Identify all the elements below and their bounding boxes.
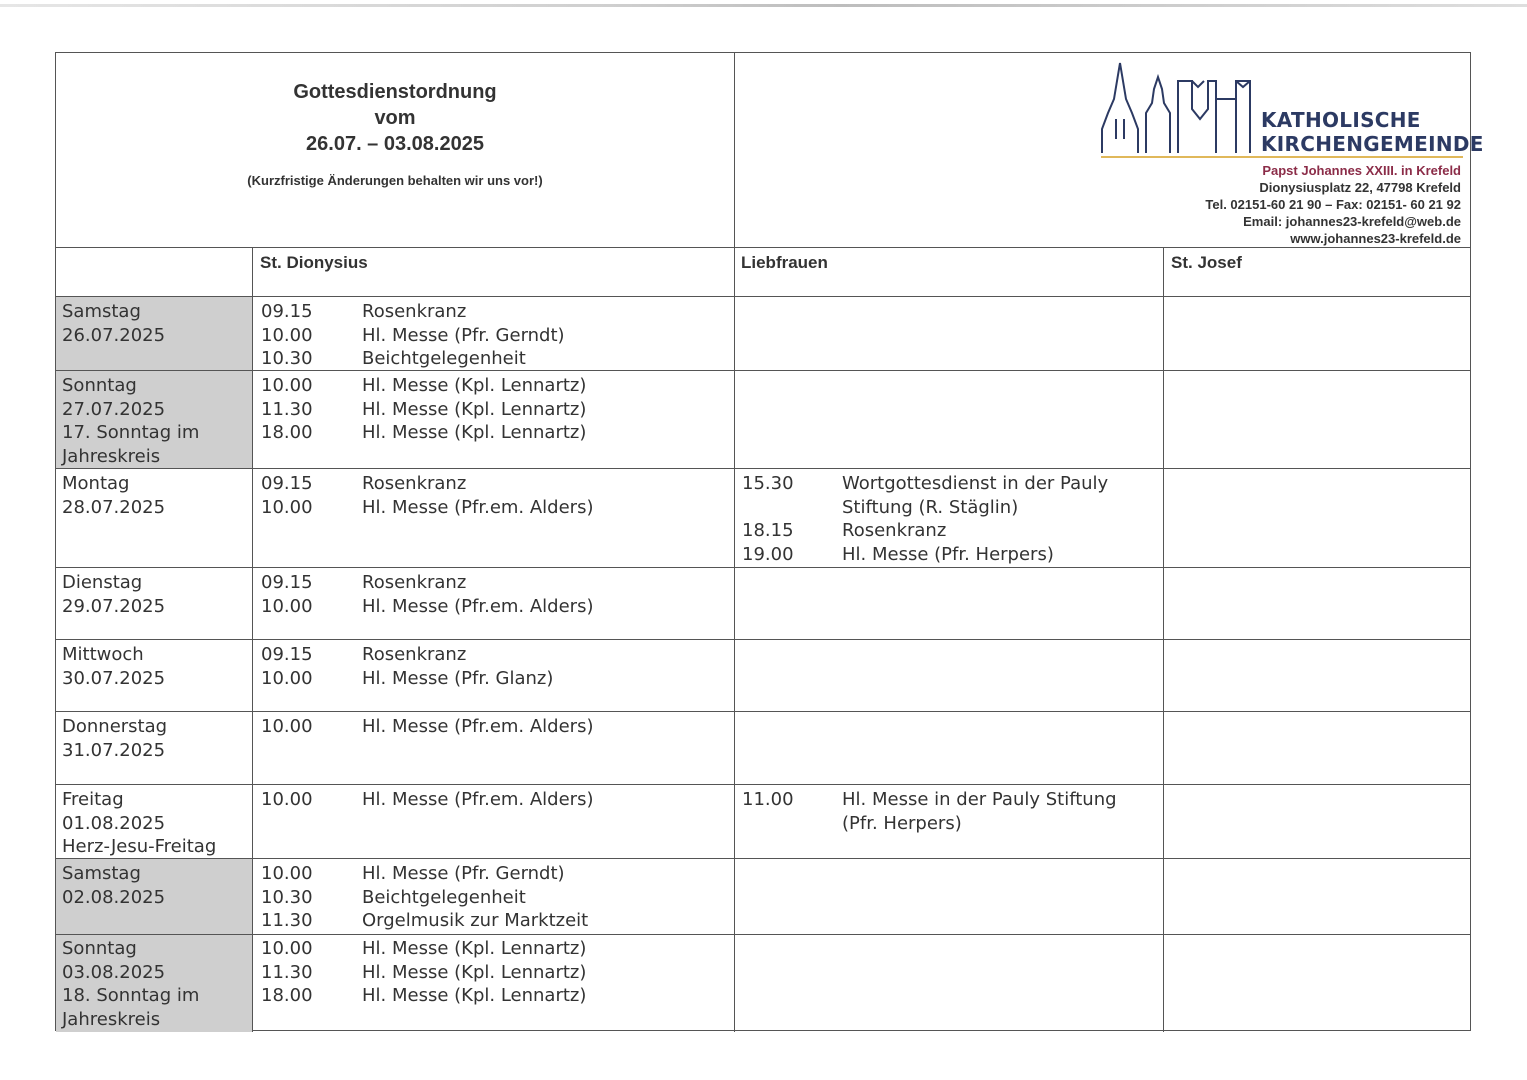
divider bbox=[56, 711, 1470, 712]
service-desc: Hl. Messe in der Pauly Stiftung bbox=[842, 789, 1117, 810]
service-time: 10.00 bbox=[261, 324, 313, 346]
day-name: Montag bbox=[62, 473, 130, 494]
change-note: (Kurzfristige Änderungen behalten wir uns vor!) bbox=[247, 173, 543, 188]
day-extra: Jahreskreis bbox=[62, 1008, 161, 1030]
day-cell bbox=[62, 300, 165, 347]
phone-fax: Tel. 02151-60 21 90 – Fax: 02151- 60 21 92 bbox=[1205, 197, 1461, 212]
service-time: 10.00 bbox=[261, 863, 313, 884]
service-time: 09.15 bbox=[261, 301, 313, 322]
service-time: 11.00 bbox=[742, 789, 794, 810]
day-name: Sonntag bbox=[62, 375, 137, 396]
service-time: 11.30 bbox=[261, 961, 313, 983]
service-time: 10.30 bbox=[261, 886, 313, 908]
title-line-3: 26.07. – 03.08.2025 bbox=[306, 133, 484, 155]
day-cell bbox=[62, 643, 165, 690]
day-date: 30.07.2025 bbox=[62, 667, 166, 689]
day-date: 31.07.2025 bbox=[62, 739, 166, 761]
service-time: 18.00 bbox=[261, 422, 313, 443]
day-name: Dienstag bbox=[62, 572, 143, 593]
service-time: 10.30 bbox=[261, 348, 313, 369]
day-cell bbox=[62, 715, 167, 762]
day-name: Samstag bbox=[62, 301, 141, 322]
page-title bbox=[56, 79, 734, 157]
column-header-liebfrauen: Liebfrauen bbox=[741, 253, 828, 272]
service-time: 09.15 bbox=[261, 473, 313, 494]
service-desc: Wortgottesdienst in der Pauly bbox=[842, 473, 1109, 494]
website: www.johannes23-krefeld.de bbox=[1290, 231, 1461, 246]
service-desc: Hl. Messe (Pfr.em. Alders) bbox=[362, 789, 594, 810]
divider bbox=[56, 296, 1470, 297]
email: Email: johannes23-krefeld@web.de bbox=[1243, 214, 1461, 229]
day-date: 01.08.2025 bbox=[62, 812, 166, 834]
service-time: 11.30 bbox=[261, 910, 313, 931]
service-time: 15.30 bbox=[742, 473, 794, 494]
service-desc: Rosenkranz bbox=[362, 572, 467, 593]
service-desc: Rosenkranz bbox=[842, 520, 947, 541]
day-name: Sonntag bbox=[62, 938, 137, 959]
service-time: 11.30 bbox=[261, 398, 313, 420]
service-desc: Hl. Messe (Pfr. Gerndt) bbox=[362, 863, 565, 884]
logo-line-1: KATHOLISCHE bbox=[1261, 108, 1421, 132]
service-desc: Hl. Messe (Kpl. Lennartz) bbox=[362, 422, 587, 443]
service-time: 10.00 bbox=[261, 716, 313, 737]
logo-accent-rule bbox=[1101, 156, 1463, 158]
title-line-1: Gottesdienstordnung bbox=[293, 81, 497, 103]
service-desc: Hl. Messe (Pfr.em. Alders) bbox=[362, 716, 594, 737]
divider bbox=[56, 468, 1470, 469]
service-desc-cont: Stiftung (R. Stäglin) bbox=[842, 496, 1019, 518]
divider bbox=[252, 247, 253, 1032]
service-time: 10.00 bbox=[261, 667, 313, 689]
day-cell bbox=[62, 788, 216, 859]
day-cell bbox=[62, 937, 199, 1031]
divider bbox=[56, 934, 1470, 935]
day-extra: 18. Sonntag im bbox=[62, 985, 200, 1006]
service-desc: Hl. Messe (Pfr.em. Alders) bbox=[362, 496, 594, 518]
day-extra: Jahreskreis bbox=[62, 445, 161, 467]
divider bbox=[1163, 247, 1164, 1032]
divider bbox=[56, 567, 1470, 568]
service-time: 18.00 bbox=[261, 985, 313, 1006]
title-line-2: vom bbox=[374, 107, 416, 129]
day-date: 26.07.2025 bbox=[62, 324, 166, 346]
logo-line-2: KIRCHENGEMEINDE bbox=[1261, 132, 1484, 156]
service-desc: Rosenkranz bbox=[362, 473, 467, 494]
service-desc: Hl. Messe (Pfr. Herpers) bbox=[842, 543, 1054, 565]
service-desc: Hl. Messe (Pfr.em. Alders) bbox=[362, 595, 594, 617]
divider bbox=[56, 784, 1470, 785]
divider bbox=[56, 858, 1470, 859]
divider bbox=[56, 247, 1470, 248]
service-time: 19.00 bbox=[742, 543, 794, 565]
service-desc: Rosenkranz bbox=[362, 301, 467, 322]
day-extra: Herz-Jesu-Freitag bbox=[62, 836, 217, 857]
day-name: Mittwoch bbox=[62, 644, 144, 665]
day-cell bbox=[62, 472, 165, 519]
day-date: 02.08.2025 bbox=[62, 886, 166, 908]
service-desc: Hl. Messe (Kpl. Lennartz) bbox=[362, 375, 587, 396]
parish-name: Papst Johannes XXIII. in Krefeld bbox=[1262, 163, 1461, 178]
day-cell bbox=[62, 571, 165, 618]
day-extra: 17. Sonntag im bbox=[62, 422, 200, 443]
service-desc-cont: (Pfr. Herpers) bbox=[842, 812, 962, 834]
divider bbox=[734, 53, 735, 1032]
address: Dionysiusplatz 22, 47798 Krefeld bbox=[1259, 180, 1461, 195]
service-desc: Hl. Messe (Kpl. Lennartz) bbox=[362, 398, 587, 420]
schedule-sheet bbox=[55, 52, 1484, 1031]
service-time: 10.00 bbox=[261, 375, 313, 396]
day-cell bbox=[62, 862, 165, 909]
divider bbox=[56, 639, 1470, 640]
service-time: 10.00 bbox=[261, 789, 313, 810]
service-time: 10.00 bbox=[261, 938, 313, 959]
service-desc: Hl. Messe (Kpl. Lennartz) bbox=[362, 985, 587, 1006]
service-desc: Orgelmusik zur Marktzeit bbox=[362, 910, 589, 931]
scan-edge bbox=[0, 4, 1527, 7]
service-time: 09.15 bbox=[261, 572, 313, 593]
service-desc: Hl. Messe (Kpl. Lennartz) bbox=[362, 938, 587, 959]
day-date: 27.07.2025 bbox=[62, 398, 166, 420]
day-date: 28.07.2025 bbox=[62, 496, 166, 518]
service-time: 10.00 bbox=[261, 496, 313, 518]
day-name: Samstag bbox=[62, 863, 141, 884]
service-desc: Hl. Messe (Pfr. Gerndt) bbox=[362, 324, 565, 346]
service-desc: Beichtgelegenheit bbox=[362, 348, 526, 369]
day-cell bbox=[62, 374, 199, 468]
service-desc: Hl. Messe (Pfr. Glanz) bbox=[362, 667, 554, 689]
service-desc: Rosenkranz bbox=[362, 644, 467, 665]
day-date: 29.07.2025 bbox=[62, 595, 166, 617]
column-header-dionysius: St. Dionysius bbox=[260, 253, 368, 272]
service-desc: Hl. Messe (Kpl. Lennartz) bbox=[362, 961, 587, 983]
day-name: Donnerstag bbox=[62, 716, 168, 737]
church-skyline-logo bbox=[1096, 59, 1266, 159]
column-header-josef: St. Josef bbox=[1171, 253, 1242, 272]
day-name: Freitag bbox=[62, 789, 124, 810]
day-date: 03.08.2025 bbox=[62, 961, 166, 983]
service-desc: Beichtgelegenheit bbox=[362, 886, 526, 908]
service-time: 10.00 bbox=[261, 595, 313, 617]
service-time: 18.15 bbox=[742, 520, 794, 541]
service-time: 09.15 bbox=[261, 644, 313, 665]
